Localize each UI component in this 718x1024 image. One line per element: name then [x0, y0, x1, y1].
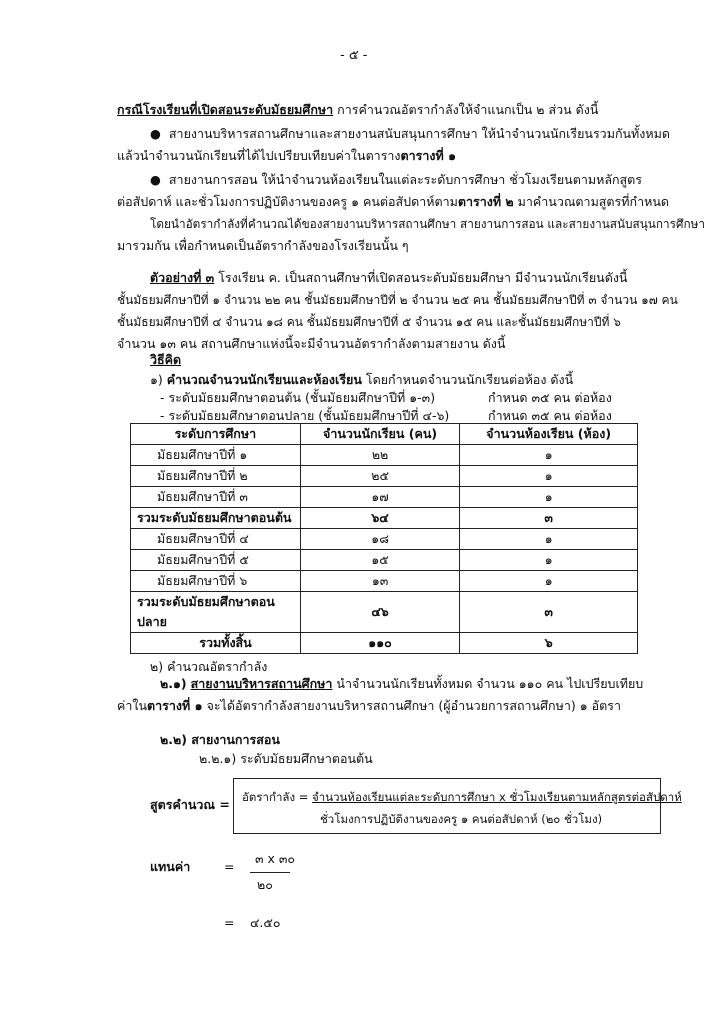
cell-level: มัธยมศึกษาปีที่ ๔ — [131, 529, 301, 550]
substitution-equals-2: = — [224, 915, 235, 930]
cell-level: มัธยมศึกษาปีที่ ๒ — [131, 466, 301, 487]
cell-level: มัธยมศึกษาปีที่ ๑ — [131, 445, 301, 466]
example-line-1: ตัวอย่างที่ ๓ โรงเรียน ค. เป็นสถานศึกษาที่เปิดสอนระดับมัธยมศึกษา มีจำนวนนักเรียนดังนี้ — [150, 270, 628, 285]
formula-label: สูตรคำนวณ = — [150, 797, 230, 812]
cell-level: มัธยมศึกษาปีที่ ๓ — [131, 487, 301, 508]
substitution-numerator: ๓ x ๓๐ — [255, 851, 296, 866]
table-row — [131, 466, 638, 487]
table-row — [131, 487, 638, 508]
step-2-2-1-title: ๒.๒.๑) ระดับมัธยมศึกษาตอนต้น — [199, 751, 373, 766]
step-1-title: ๑) คำนวณจำนวนนักเรียนและห้องเรียน โดยกำหนดจำนวนนักเรียนต่อห้อง ดังนี้ — [150, 372, 574, 387]
table-row — [131, 445, 638, 466]
cell-level: มัธยมศึกษาปีที่ ๖ — [131, 571, 301, 592]
bullet-icon: ● — [150, 172, 161, 187]
heading-rest: การคำนวณอัตรากำลังให้จำแนกเป็น ๒ ส่วน ดังนี้ — [333, 102, 599, 117]
bullet-2-line-2: ต่อสัปดาห์ และชั่วโมงการปฏิบัติงานของครู ๑ คนต่อสัปดาห์ตามตารางที่ ๒ มาคำนวณตามสูตรที่กำหนด — [117, 194, 669, 209]
step-1-item-2-right: กำหนด ๓๕ คน ต่อห้อง — [488, 408, 612, 423]
cell-level: รวมระดับมัธยมศึกษาตอนต้น — [131, 508, 301, 529]
cell-students: ๒๒ — [300, 445, 460, 466]
substitution-denominator: ๒๐ — [257, 877, 273, 892]
step-2-1-line-1: ๒.๑) สายงานบริหารสถานศึกษา นำจำนวนนักเรียนทั้งหมด จำนวน ๑๑๐ คน ไปเปรียบเทียบ — [160, 676, 644, 691]
table-row — [131, 571, 638, 592]
combine-line-1: โดยนำอัตรากำลังที่คำนวณได้ของสายงานบริหารสถานศึกษา สายงานการสอน และสายงานสนับสนุนการศึกษา — [150, 217, 706, 231]
cell-rooms: ๖ — [460, 633, 638, 654]
cell-rooms: ๑ — [460, 445, 638, 466]
bullet-1-line-1: ● สายงานบริหารสถานศึกษาและสายงานสนับสนุนการศึกษา ให้นำจำนวนนักเรียนรวมกันทั้งหมด — [150, 126, 670, 141]
cell-rooms: ๓ — [460, 592, 638, 633]
bullet-icon: ● — [150, 126, 161, 141]
header-rooms: จำนวนห้องเรียน (ห้อง) — [460, 424, 638, 445]
step-2-1-line-2: ค่าในตารางที่ ๑ จะได้อัตรากำลังสายงานบริหารสถานศึกษา (ผู้อำนวยการสถานศึกษา) ๑ อัตรา — [117, 698, 621, 713]
example-label: ตัวอย่างที่ ๓ — [150, 270, 215, 285]
formula-denominator: ชั่วโมงการปฏิบัติงานของครู ๑ คนต่อสัปดาห์ (๒๐ ชั่วโมง) — [320, 812, 603, 826]
step-1-item-1-right: กำหนด ๓๕ คน ต่อห้อง — [488, 390, 612, 405]
table-row — [131, 529, 638, 550]
fraction-bar — [250, 872, 290, 873]
substitution-equals-1: = — [224, 859, 235, 874]
example-line-3: ชั้นมัธยมศึกษาปีที่ ๔ จำนวน ๑๘ คน ชั้นมัธยมศึกษาปีที่ ๕ จำนวน ๑๕ คน และชั้นมัธยมศึกษาปีที่ ๖ — [117, 315, 621, 329]
example-line-4: จำนวน ๑๓ คน สถานศึกษาแห่งนี้จะมีจำนวนอัตรากำลังตามสายงาน ดังนี้ — [117, 336, 506, 351]
substitution-result: ๔.๕๐ — [250, 915, 281, 930]
cell-rooms: ๑ — [460, 487, 638, 508]
table-row — [131, 550, 638, 571]
bullet-1-line-2: แล้วนำจำนวนนักเรียนที่ได้ไปเปรียบเทียบค่าในตารางตารางที่ ๑ — [117, 148, 457, 163]
cell-students: ๖๔ — [300, 508, 460, 529]
formula-numerator: จำนวนห้องเรียนแต่ละระดับการศึกษา x ชั่วโมงเรียนตามหลักสูตรต่อสัปดาห์ — [312, 790, 682, 804]
cell-level: รวมระดับมัธยมศึกษาตอนปลาย — [131, 592, 301, 633]
cell-rooms: ๓ — [460, 508, 638, 529]
cell-students: ๑๕ — [300, 550, 460, 571]
page-number: - ๕ - — [340, 48, 368, 63]
step-2-2-title: ๒.๒) สายงานการสอน — [160, 732, 280, 747]
cell-level: รวมทั้งสิ้น — [131, 633, 301, 654]
cell-rooms: ๑ — [460, 550, 638, 571]
method-heading: วิธีคิด — [150, 352, 182, 367]
cell-students: ๒๕ — [300, 466, 460, 487]
combine-line-2: มารวมกัน เพื่อกำหนดเป็นอัตรากำลังของโรงเรียนนั้น ๆ — [117, 238, 409, 253]
example-line-2: ชั้นมัธยมศึกษาปีที่ ๑ จำนวน ๒๒ คน ชั้นมัธยมศึกษาปีที่ ๒ จำนวน ๒๕ คน ชั้นมัธยมศึกษาปีที่ ๓ จำนวน ๑๗ คน — [117, 293, 678, 307]
table-row-subtotal — [131, 508, 638, 529]
step-1-item-2-left: - ระดับมัธยมศึกษาตอนปลาย (ชั้นมัธยมศึกษาปีที่ ๔-๖) — [160, 408, 450, 423]
formula-lhs: อัตรากำลัง = — [242, 790, 313, 804]
cell-students: ๑๘ — [300, 529, 460, 550]
cell-students: ๑๗ — [300, 487, 460, 508]
header-students: จำนวนนักเรียน (คน) — [300, 424, 460, 445]
cell-students: ๑๑๐ — [300, 633, 460, 654]
cell-students: ๑๓ — [300, 571, 460, 592]
cell-rooms: ๑ — [460, 571, 638, 592]
table-row-total — [131, 633, 638, 654]
cell-rooms: ๑ — [460, 529, 638, 550]
table-header-row — [131, 424, 638, 445]
cell-students: ๔๖ — [300, 592, 460, 633]
formula-numerator-line — [242, 788, 682, 806]
students-rooms-table — [130, 423, 638, 654]
heading-lead: กรณีโรงเรียนที่เปิดสอนระดับมัธยมศึกษา — [117, 102, 334, 117]
step-2-title: ๒) คำนวณอัตรากำลัง — [150, 659, 268, 674]
cell-rooms: ๑ — [460, 466, 638, 487]
header-level: ระดับการศึกษา — [131, 424, 301, 445]
bullet-2-line-1: ● สายงานการสอน ให้นำจำนวนห้องเรียนในแต่ละระดับการศึกษา ชั่วโมงเรียนตามหลักสูตร — [150, 172, 643, 187]
section-heading — [117, 101, 598, 119]
table-row-subtotal — [131, 592, 638, 633]
step-1-item-1-left: - ระดับมัธยมศึกษาตอนต้น (ชั้นมัธยมศึกษาปีที่ ๑-๓) — [160, 390, 436, 405]
cell-level: มัธยมศึกษาปีที่ ๕ — [131, 550, 301, 571]
substitution-label: แทนค่า — [150, 859, 191, 874]
